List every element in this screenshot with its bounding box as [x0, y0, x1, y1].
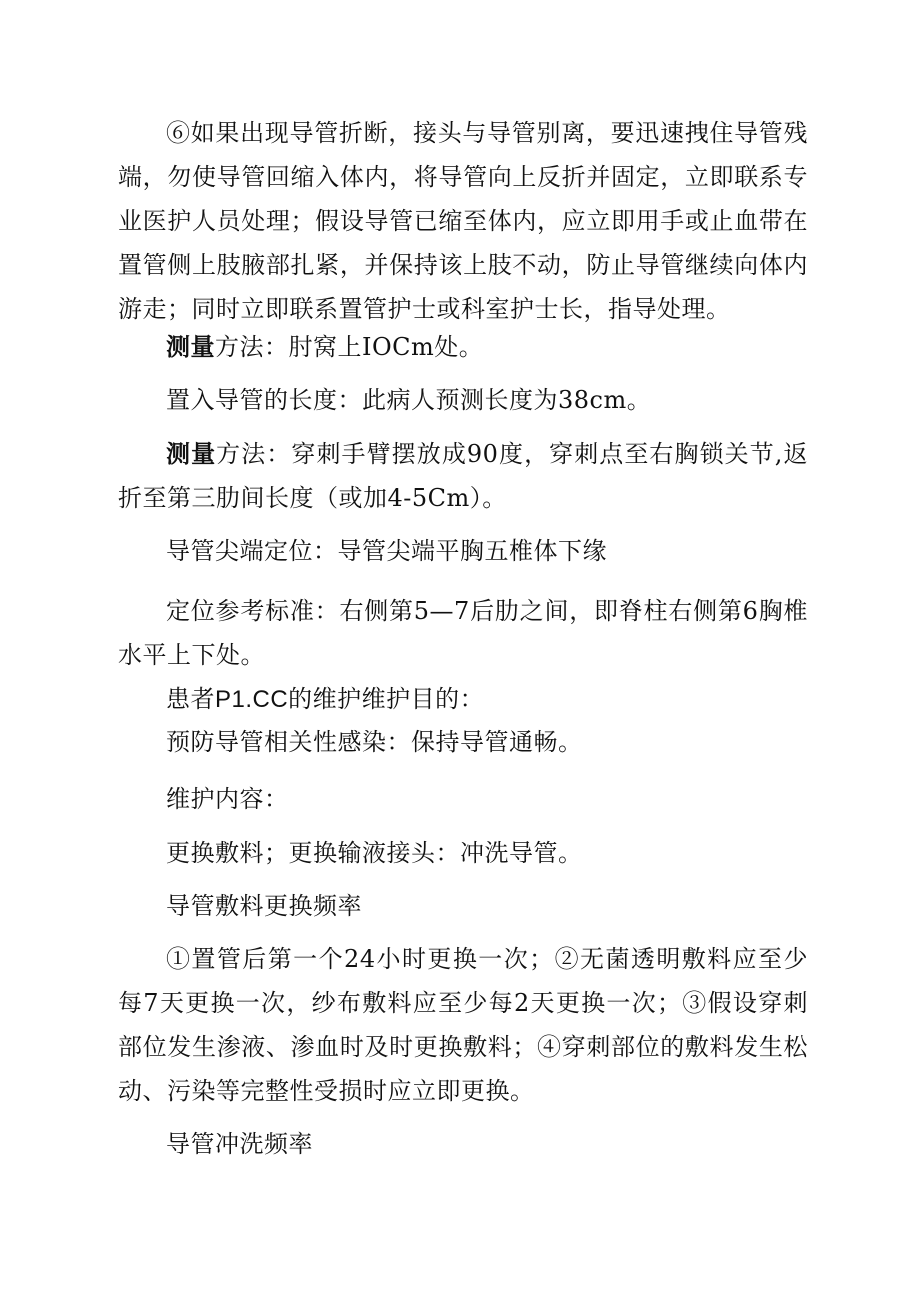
bold-label: 测量	[166, 332, 215, 361]
heading-flush-frequency: 导管冲洗频率	[166, 1130, 313, 1158]
paragraph-catheter-break: ⑥如果出现导管折断，接头与导管别离，要迅速拽住导管残端，勿使导管回缩入体内，将导管向上反折并固定，立即联系专业医护人员处理；假设导管已缩至体内，应立即用手或止血带在置管侧上肢腋部扎紧，并保持该上肢不动，防止导管继续向体内游走；同时立即联系置管护士或科室护士长，指导处理。	[118, 119, 808, 323]
paragraph-catheter-length: 置入导管的长度：此病人预测长度为38cm。	[166, 386, 652, 414]
paragraph-measure-method-1	[166, 331, 483, 363]
paragraph-dressing-frequency: ①置管后第一个24小时更换一次；②无菌透明敷料应至少每7天更换一次，纱布敷料应至少每2天更换一次；③假设穿刺部位发生渗液、渗血时及时更换敷料；④穿刺部位的敷料发生松动、污染等完整性受损时应立即更换。	[118, 945, 808, 1105]
text-rest: 方法：穿刺手臂摆放成90度，穿刺点至右胸锁关节,返折至第三肋间长度（或加4-5Cm）。	[118, 440, 809, 512]
bold-label: 测量	[166, 439, 217, 468]
paragraph-prevent-infection: 预防导管相关性感染：保持导管通畅。	[166, 728, 583, 756]
paragraph-measure-method-2	[118, 432, 808, 520]
paragraph-maintenance-items: 更换敷料；更换输液接头：冲洗导管。	[166, 839, 583, 867]
heading-dressing-frequency: 导管敷料更换频率	[166, 892, 362, 920]
paragraph-tip-position: 导管尖端定位：导管尖端平胸五椎体下缘	[166, 537, 607, 565]
text-rest: 方法：肘窝上IOCm处。	[215, 333, 484, 361]
paragraph-maintenance-purpose: 患者P1.CC的维护维护目的：	[166, 686, 485, 713]
paragraph-position-standard: 定位参考标准：右侧第5—7后肋之间，即脊柱右侧第6胸椎水平上下处。	[118, 597, 808, 669]
paragraph-maintenance-content: 维护内容：	[166, 785, 289, 813]
